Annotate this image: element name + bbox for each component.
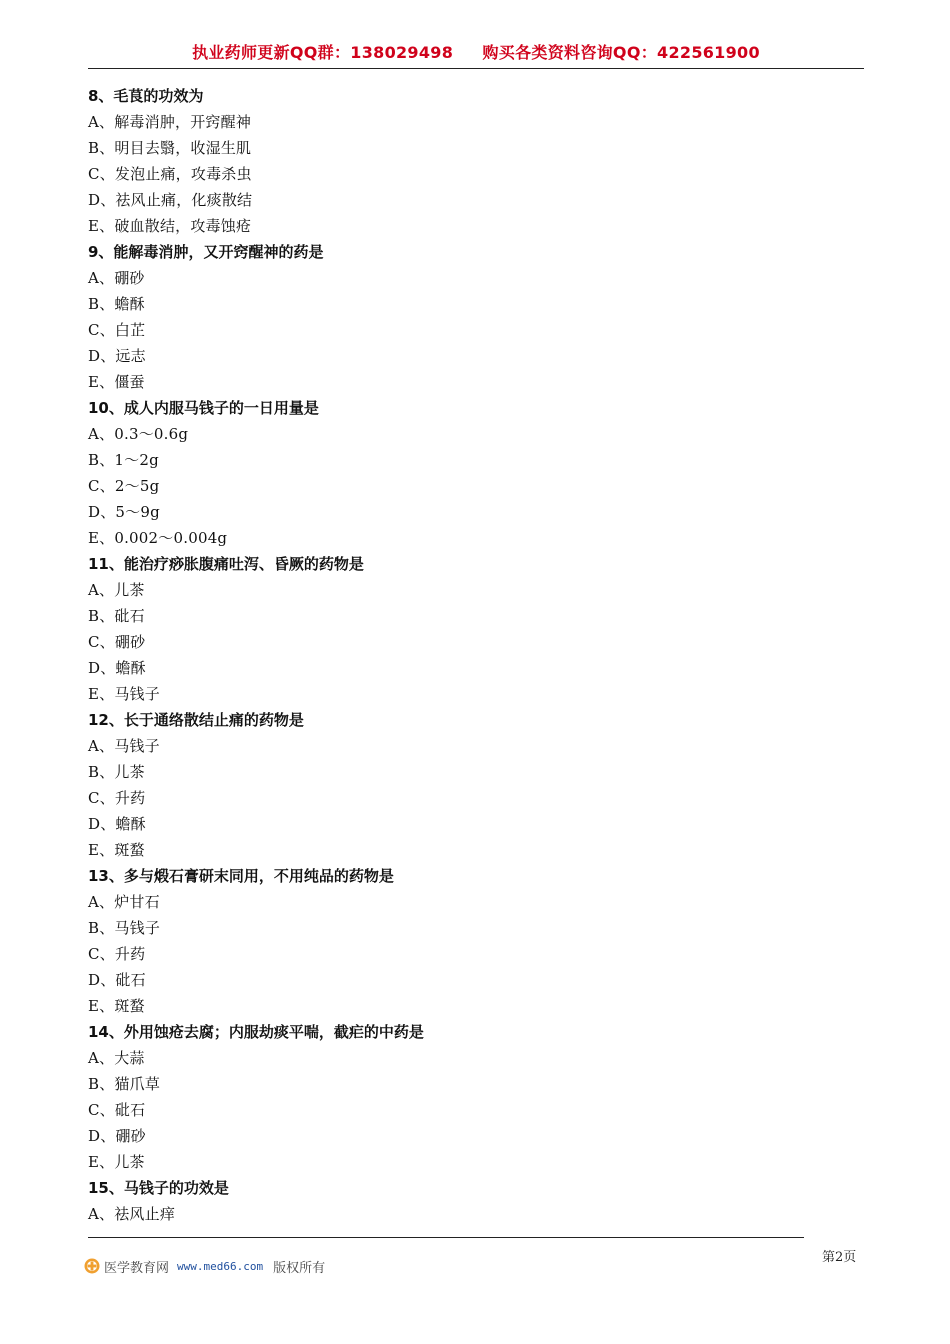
- option: D、5～9g: [88, 503, 160, 521]
- option: C、硼砂: [88, 633, 146, 651]
- option: E、0.002～0.004g: [88, 529, 228, 547]
- page-number: 第2页: [822, 1250, 857, 1265]
- option: C、升药: [88, 789, 146, 807]
- question-stem: 15、马钱子的功效是: [88, 1179, 229, 1197]
- option: A、祛风止痒: [88, 1205, 176, 1223]
- option: A、0.3～0.6g: [88, 425, 189, 443]
- option: B、儿茶: [88, 763, 145, 781]
- option: D、砒石: [88, 971, 146, 989]
- option: B、1～2g: [88, 451, 159, 469]
- footer-rights: 版权所有: [273, 1260, 326, 1276]
- option: A、大蒜: [88, 1049, 145, 1067]
- option: B、猫爪草: [88, 1075, 161, 1093]
- option: B、蟾酥: [88, 295, 145, 313]
- logo-icon: [84, 1258, 100, 1274]
- question-stem: 10、成人内服马钱子的一日用量是: [88, 399, 319, 417]
- option: C、2～5g: [88, 477, 160, 495]
- option: C、白芷: [88, 321, 146, 339]
- page-header: [88, 42, 864, 69]
- option: D、蟾酥: [88, 659, 146, 677]
- question-stem: 11、能治疗痧胀腹痛吐泻、昏厥的药物是: [88, 555, 364, 573]
- option: A、硼砂: [88, 269, 145, 287]
- option: E、斑蝥: [88, 841, 145, 859]
- option: D、祛风止痛，化痰散结: [88, 191, 253, 209]
- question-list: [88, 83, 868, 1227]
- option: D、远志: [88, 347, 146, 365]
- footer-brand: [84, 1256, 325, 1276]
- footer-url[interactable]: www.med66.com: [177, 1259, 264, 1273]
- option: C、升药: [88, 945, 146, 963]
- option: E、破血散结，攻毒蚀疮: [88, 217, 252, 235]
- option: E、儿茶: [88, 1153, 145, 1171]
- question-stem: 8、毛茛的功效为: [88, 87, 204, 105]
- option: D、蟾酥: [88, 815, 146, 833]
- footer-brand-name: 医学教育网: [104, 1260, 170, 1276]
- option: B、马钱子: [88, 919, 161, 937]
- option: C、砒石: [88, 1101, 146, 1119]
- question-stem: 13、多与煅石膏研末同用，不用纯品的药物是: [88, 867, 394, 885]
- option: D、硼砂: [88, 1127, 146, 1145]
- option: A、解毒消肿，开窍醒神: [88, 113, 252, 131]
- option: E、斑蝥: [88, 997, 145, 1015]
- option: C、发泡止痛，攻毒杀虫: [88, 165, 252, 183]
- header-text: 执业药师更新QQ群：138029498 购买各类资料咨询QQ：422561900: [192, 43, 760, 62]
- option: E、僵蚕: [88, 373, 145, 391]
- option: A、儿茶: [88, 581, 145, 599]
- option: A、马钱子: [88, 737, 160, 755]
- question-stem: 12、长于通络散结止痛的药物是: [88, 711, 304, 729]
- option: E、马钱子: [88, 685, 160, 703]
- footer-divider: [88, 1237, 804, 1238]
- option: B、砒石: [88, 607, 145, 625]
- question-stem: 9、能解毒消肿，又开窍醒神的药是: [88, 243, 324, 261]
- option: B、明目去翳，收湿生肌: [88, 139, 252, 157]
- option: A、炉甘石: [88, 893, 160, 911]
- question-stem: 14、外用蚀疮去腐；内服劫痰平喘，截疟的中药是: [88, 1023, 424, 1041]
